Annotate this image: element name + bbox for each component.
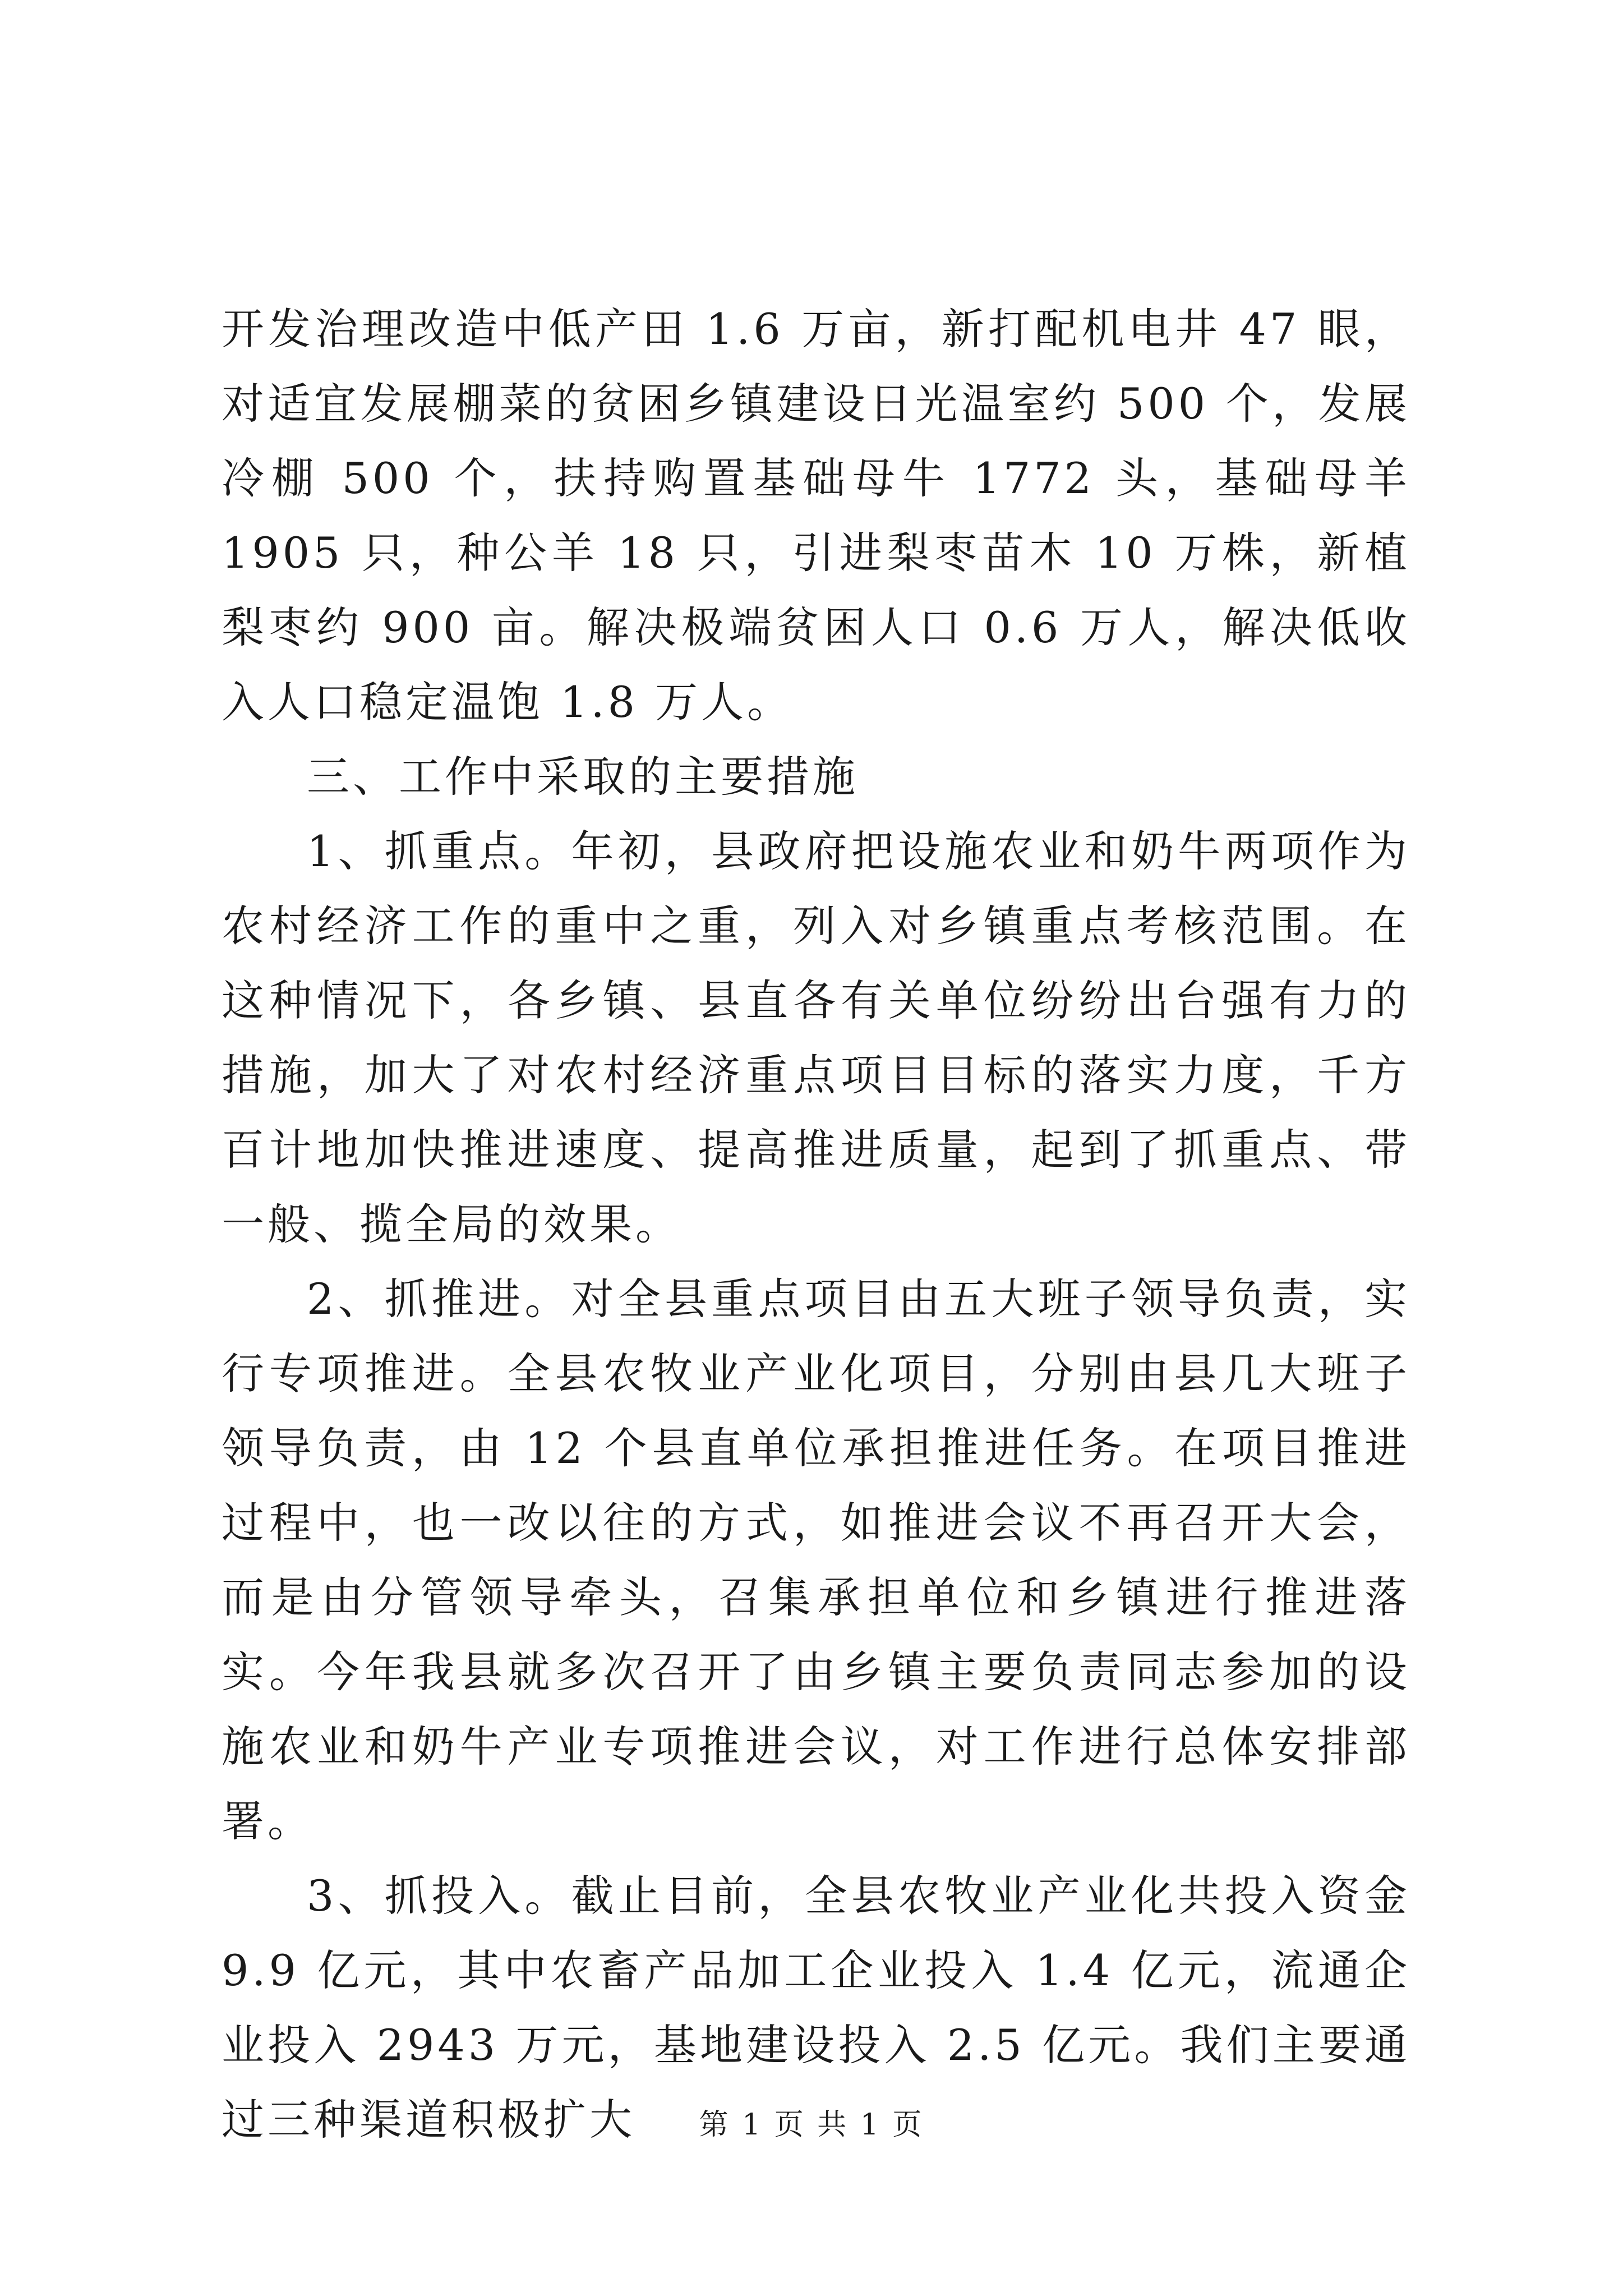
section-heading: 三、工作中采取的主要措施 [307, 752, 859, 802]
paragraph-continuation: 开发治理改造中低产田 1.6 万亩，新打配机电井 47 眼，对适宜发展棚菜的贫困乡镇建设日光温室约 500 个，发展冷棚 500 个，扶持购置基础母牛 1772 头，基础母羊 1905 只，种公羊 18 只，引进梨枣苗木 10 万株，新植梨枣约 900 亩。解决极端贫困人口 0.6 万人，解决低收入人口稳定温饱 1.8 万人。 [222, 304, 1410, 727]
page-footer: 第 1 页 共 1 页 [699, 2108, 924, 2142]
document-body [222, 292, 1410, 2157]
paragraph-investment: 3、抓投入。截止目前，全县农牧业产业化共投入资金 9.9 亿元，其中农畜产品加工企业投入 1.4 亿元，流通企业投入 2943 万元，基地建设投入 2.5 亿元。我们主要通过三种渠道积极扩大 [222, 1871, 1410, 2145]
paragraph-promotion: 2、抓推进。对全县重点项目由五大班子领导负责，实行专项推进。全县农牧业产业化项目，分别由县几大班子领导负责，由 12 个县直单位承担推进任务。在项目推进过程中，也一改以往的方式，如推进会议不再召开大会，而是由分管领导牵头，召集承担单位和乡镇进行推进落实。今年我县就多次召开了由乡镇主要负责同志参加的设施农业和奶牛产业专项推进会议，对工作进行总体安排部署。 [222, 1274, 1410, 1846]
paragraph-key-points: 1、抓重点。年初，县政府把设施农业和奶牛两项作为农村经济工作的重中之重，列入对乡镇重点考核范围。在这种情况下，各乡镇、县直各有关单位纷纷出台强有力的措施，加大了对农村经济重点项目目标的落实力度，千方百计地加快推进速度、提高推进质量，起到了抓重点、带一般、揽全局的效果。 [222, 826, 1410, 1249]
